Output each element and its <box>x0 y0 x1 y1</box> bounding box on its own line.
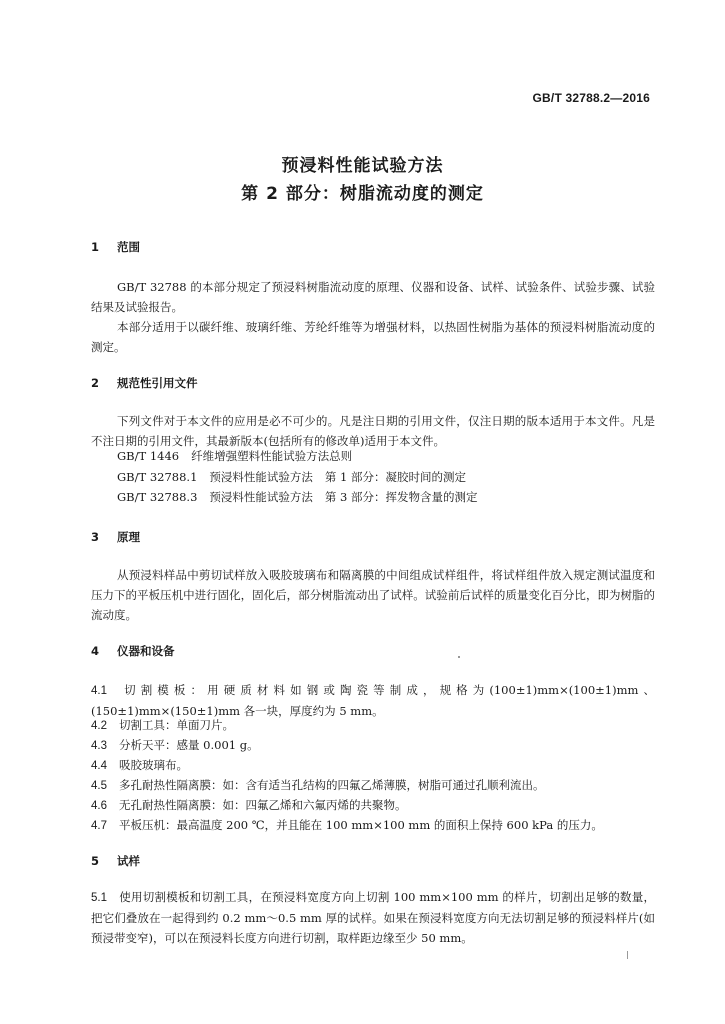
page-mark <box>627 951 628 959</box>
reference-title: 纤维增强塑料性能试验方法总则 <box>191 449 353 463</box>
clause-number: 4.7 <box>91 820 107 832</box>
section-heading-scope <box>91 239 140 255</box>
reference-item <box>117 467 466 487</box>
clause-text: 使用切割模板和切割工具，在预浸料宽度方向上切割 100 mm×100 mm 的样片，切割出足够的数量，把它们叠放在一起得到约 0.2 mm～0.5 mm 厚的试样。如果在预浸料宽度方向无法切割足够的预浸料样片(如预浸带变窄)，可以在预浸料长度方向进行切割，取样距边缘至少 50 mm。 <box>91 890 655 945</box>
clause-number: 4.6 <box>91 800 107 812</box>
reference-code: GB/T 32788.3 <box>117 490 198 504</box>
clause-text: 切割模板：用硬质材料如钢或陶瓷等制成，规格为(100±1)mm×(100±1)mm、(150±1)mm×(150±1)mm 各一块，厚度约为 5 mm。 <box>91 683 655 718</box>
clause-number: 4.4 <box>91 760 107 772</box>
reference-code: GB/T 1446 <box>117 449 180 463</box>
reference-title: 预浸料性能试验方法 <box>209 470 313 484</box>
clause-text: 吸胶玻璃布。 <box>119 758 188 772</box>
clause-text: 平板压机：最高温度 200 ℃，并且能在 100 mm×100 mm 的面积上保持 600 kPa 的压力。 <box>119 818 603 832</box>
document-title: 预浸料性能试验方法 <box>281 156 444 176</box>
section-number: 1 <box>91 240 100 254</box>
clause-item <box>91 715 655 736</box>
clause-text: 切割工具：单面刀片。 <box>119 718 234 732</box>
section-title: 原理 <box>117 530 140 544</box>
clause-item <box>91 755 655 776</box>
reference-part: 第 1 部分：凝胶时间的测定 <box>324 470 467 484</box>
paragraph: 从预浸料样品中剪切试样放入吸胶玻璃布和隔离膜的中间组成试样组件，将试样组件放入规定测试温度和压力下的平板压机中进行固化，固化后，部分树脂流动出了试样。试验前后试样的质量变化百分比，即为树脂的流动度。 <box>91 568 655 622</box>
clause-number: 4.3 <box>91 740 107 752</box>
speck <box>458 656 460 658</box>
section-heading-apparatus <box>91 643 175 659</box>
reference-code: GB/T 32788.1 <box>117 470 198 484</box>
paragraph: 下列文件对于本文件的应用是必不可少的。凡是注日期的引用文件，仅注日期的版本适用于本文件。凡是不注日期的引用文件，其最新版本(包括所有的修改单)适用于本文件。 <box>91 414 655 448</box>
standard-code: GB/T 32788.2—2016 <box>532 91 650 105</box>
section-title: 仪器和设备 <box>117 644 175 658</box>
section-title: 范围 <box>117 240 140 254</box>
section-number: 4 <box>91 644 100 658</box>
clause-number: 4.5 <box>91 780 107 792</box>
clause-text: 无孔耐热性隔离膜：如：四氟乙烯和六氟丙烯的共聚物。 <box>119 798 407 812</box>
reference-item <box>117 446 352 466</box>
clause-text: 多孔耐热性隔离膜：如：含有适当孔结构的四氟乙烯薄膜，树脂可通过孔顺利流出。 <box>119 778 545 792</box>
clause-item <box>91 887 655 948</box>
clause-number: 4.2 <box>91 720 107 732</box>
clause-number: 4.1 <box>91 685 107 697</box>
section-heading-normative-references <box>91 375 198 391</box>
section-heading-principle <box>91 529 140 545</box>
clause-item <box>91 815 655 836</box>
clause-item <box>91 795 655 816</box>
section-number: 3 <box>91 530 100 544</box>
reference-part: 第 3 部分：挥发物含量的测定 <box>324 490 478 504</box>
clause-item <box>91 735 655 756</box>
section-title: 试样 <box>117 854 140 868</box>
paragraph: GB/T 32788 的本部分规定了预浸料树脂流动度的原理、仪器和设备、试样、试验条件、试验步骤、试验结果及试验报告。 <box>91 280 655 314</box>
paragraph: 本部分适用于以碳纤维、玻璃纤维、芳纶纤维等为增强材料，以热固性树脂为基体的预浸料树脂流动度的测定。 <box>91 320 655 354</box>
section-number: 2 <box>91 376 100 390</box>
clause-text: 分析天平：感量 0.001 g。 <box>119 738 259 752</box>
clause-item <box>91 775 655 796</box>
section-number: 5 <box>91 854 100 868</box>
clause-number: 5.1 <box>91 892 107 904</box>
document-subtitle: 第 2 部分：树脂流动度的测定 <box>241 184 484 204</box>
section-title: 规范性引用文件 <box>117 376 198 390</box>
reference-title: 预浸料性能试验方法 <box>209 490 313 504</box>
reference-item <box>117 487 478 507</box>
section-heading-specimen <box>91 853 140 869</box>
